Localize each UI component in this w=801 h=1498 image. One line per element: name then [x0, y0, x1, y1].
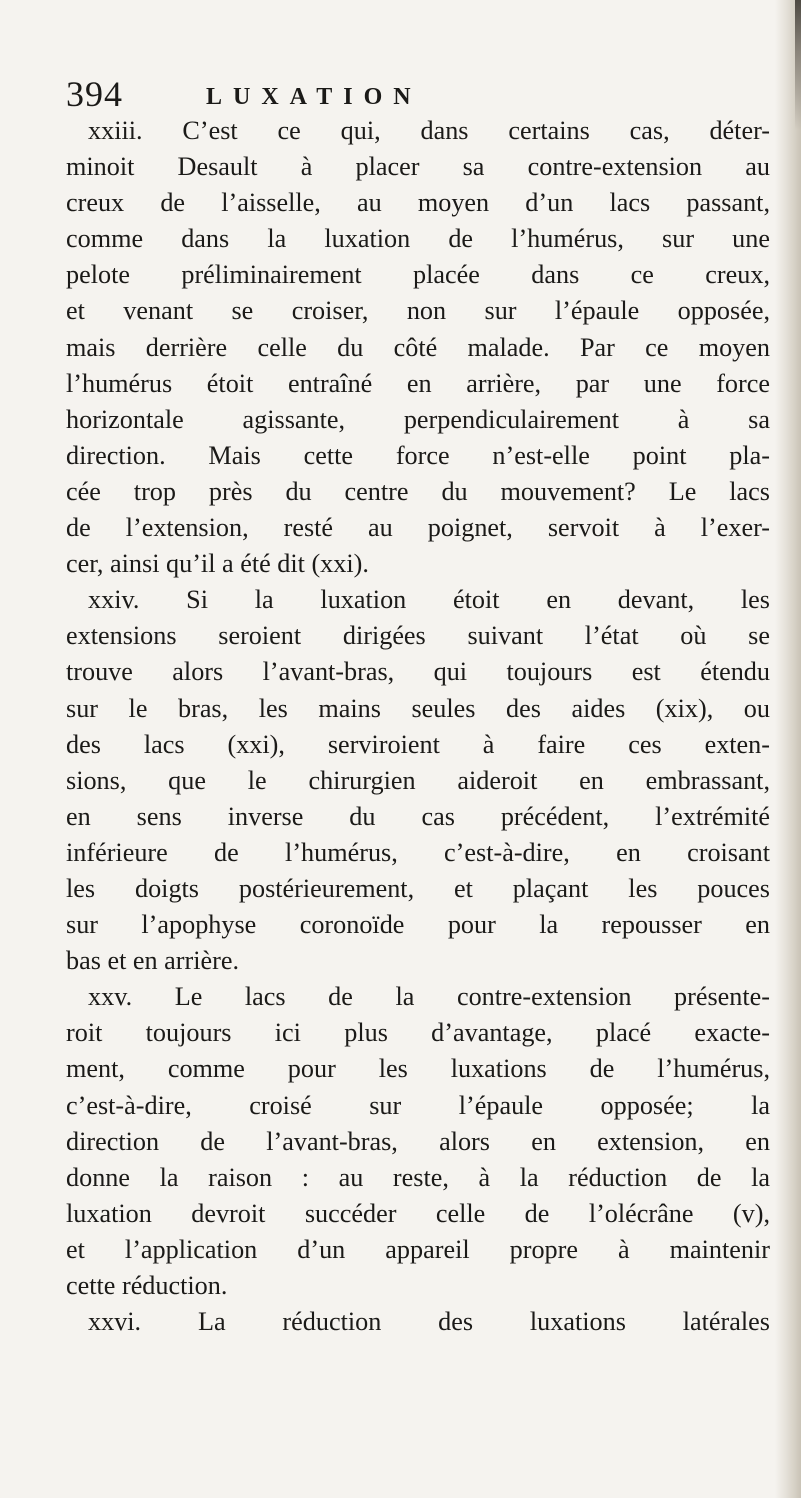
text-line: xxv. Le lacs de la contre-extension présente- — [88, 982, 770, 1012]
page-header — [66, 68, 546, 118]
text-line: pelote préliminairement placée dans ce creux, — [66, 260, 770, 290]
text-line: roit toujours ici plus d’avantage, placé exacte- — [66, 1018, 770, 1048]
text-line: cer, ainsi qu’il a été dit (xxi). — [66, 549, 369, 579]
text-line: donne la raison : au reste, à la réduction de la — [66, 1162, 770, 1192]
text-line: de l’extension, resté au poignet, servoit à l’exer- — [66, 513, 770, 543]
text-line: mais derrière celle du côté malade. Par ce moyen — [66, 332, 770, 362]
page-number: 394 — [66, 74, 123, 114]
text-line: xxvi. La réduction des luxations latérales — [88, 1307, 770, 1337]
text-line: minoit Desault à placer sa contre-extension au — [66, 152, 770, 182]
text-line: xxiv. Si la luxation étoit en devant, les — [88, 585, 770, 615]
text-line: sions, que le chirurgien aideroit en embrassant, — [66, 765, 770, 795]
text-line: les doigts postérieurement, et plaçant les pouces — [66, 873, 770, 903]
text-line: inférieure de l’humérus, c’est-à-dire, en croisant — [66, 837, 770, 867]
text-line: l’humérus étoit entraîné en arrière, par une force — [66, 368, 770, 398]
page-edge-shadow — [795, 0, 801, 130]
text-line: ment, comme pour les luxations de l’humérus, — [66, 1054, 770, 1084]
text-line: et venant se croiser, non sur l’épaule opposée, — [66, 296, 770, 326]
text-line: et l’application d’un appareil propre à maintenir — [66, 1234, 770, 1264]
text-line: sur l’apophyse coronoïde pour la repousser en — [66, 910, 770, 940]
text-line: extensions seroient dirigées suivant l’état où se — [66, 621, 770, 651]
text-line: luxation devroit succéder celle de l’olécrâne (v), — [66, 1198, 770, 1228]
text-line: des lacs (xxi), serviroient à faire ces exten- — [66, 729, 770, 759]
text-line: cée trop près du centre du mouvement? Le lacs — [66, 476, 770, 506]
text-line: comme dans la luxation de l’humérus, sur une — [66, 224, 770, 254]
text-line: c’est-à-dire, croisé sur l’épaule opposée; la — [66, 1090, 770, 1120]
text-line: bas et en arrière. — [66, 946, 240, 976]
text-line: cette réduction. — [66, 1271, 228, 1300]
text-line: direction. Mais cette force n’est-elle point pla- — [66, 440, 770, 470]
text-line: trouve alors l’avant-bras, qui toujours est étendu — [66, 657, 770, 687]
running-title: LUXATION — [206, 84, 422, 110]
text-line: xxiii. C’est ce qui, dans certains cas, déter- — [88, 116, 770, 145]
text-line: en sens inverse du cas précédent, l’extrémité — [66, 801, 770, 831]
body-text — [66, 113, 770, 1340]
text-line: sur le bras, les mains seules des aides (xix), ou — [66, 693, 770, 723]
text-line: horizontale agissante, perpendiculairement à sa — [66, 404, 770, 434]
page-edge — [775, 0, 801, 1498]
text-line: creux de l’aisselle, au moyen d’un lacs passant, — [66, 188, 770, 218]
text-line: direction de l’avant-bras, alors en extension, en — [66, 1126, 770, 1156]
